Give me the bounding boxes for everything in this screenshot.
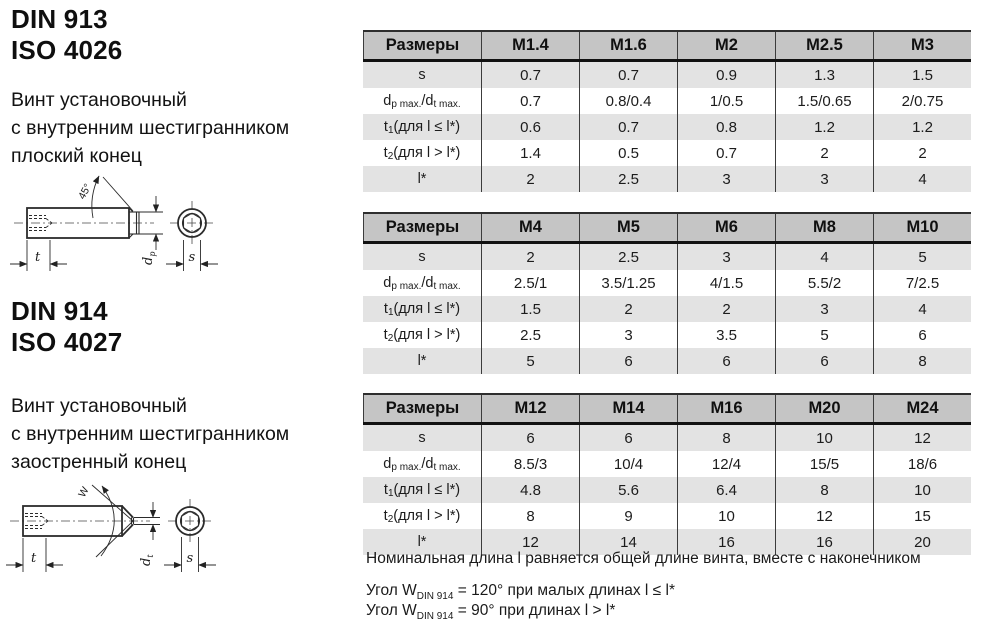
length-note: Номинальная длина l равняется общей длине винта, вместе с наконечником bbox=[366, 550, 921, 567]
column-header: M8 bbox=[775, 214, 873, 241]
value-cell: 15/5 bbox=[775, 451, 873, 477]
value-cell: 10 bbox=[677, 503, 775, 529]
value-cell: 5 bbox=[775, 322, 873, 348]
value-cell: 8 bbox=[775, 477, 873, 503]
value-cell: 1.4 bbox=[481, 140, 579, 166]
dimension-dt bbox=[134, 502, 160, 566]
value-cell: 16 bbox=[775, 529, 873, 555]
table-row bbox=[363, 166, 971, 192]
dp-dimension-label: $d_p$ bbox=[141, 251, 157, 265]
t-dimension-label: t bbox=[31, 551, 37, 566]
value-cell: 0.7 bbox=[677, 140, 775, 166]
column-header: M3 bbox=[873, 32, 971, 59]
value-cell: 1/0.5 bbox=[677, 88, 775, 114]
screw-end-view bbox=[164, 499, 216, 572]
value-cell: 2 bbox=[481, 166, 579, 192]
table-row bbox=[363, 503, 971, 529]
row-label: t 2 (для l > l*) bbox=[383, 327, 461, 344]
table-row bbox=[363, 88, 971, 114]
value-cell: 0.9 bbox=[677, 62, 775, 88]
table-row bbox=[363, 322, 971, 348]
dimension-t bbox=[10, 240, 67, 271]
value-cell: 8.5/3 bbox=[481, 451, 579, 477]
description-line: Винт установочный bbox=[11, 395, 187, 417]
column-header: M4 bbox=[481, 214, 579, 241]
value-cell: 0.7 bbox=[481, 62, 579, 88]
table-row bbox=[363, 296, 971, 322]
column-header: M20 bbox=[775, 395, 873, 422]
value-cell: 3 bbox=[775, 296, 873, 322]
value-cell: 5.6 bbox=[579, 477, 677, 503]
value-cell: 3.5/1.25 bbox=[579, 270, 677, 296]
dimensions-table-m1.4-m3 bbox=[363, 30, 971, 192]
standard-line: DIN 913 bbox=[11, 4, 108, 34]
column-header: M10 bbox=[873, 214, 971, 241]
value-cell: 6 bbox=[579, 348, 677, 374]
corner-header: Размеры bbox=[363, 32, 481, 59]
value-cell: 6 bbox=[481, 425, 579, 451]
table-header-row bbox=[363, 395, 971, 425]
description-line: Винт установочный bbox=[11, 89, 187, 111]
value-cell: 1.5 bbox=[873, 62, 971, 88]
value-cell: 9 bbox=[579, 503, 677, 529]
value-cell: 0.6 bbox=[481, 114, 579, 140]
table-row bbox=[363, 114, 971, 140]
description-din914 bbox=[11, 392, 289, 476]
angle-note-90: Угол $W_{DIN 914} = 90^\circ$ при длинах l > l* bbox=[366, 602, 616, 622]
dimensions-table-m4-m10 bbox=[363, 212, 971, 374]
value-cell: 4 bbox=[873, 296, 971, 322]
dimension-s bbox=[166, 240, 218, 271]
value-cell: 0.7 bbox=[481, 88, 579, 114]
value-cell: 10 bbox=[873, 477, 971, 503]
description-line: плоский конец bbox=[11, 145, 142, 167]
row-label: l* bbox=[417, 353, 427, 369]
chamfer-angle-annotation bbox=[76, 176, 133, 218]
value-cell: 2 bbox=[481, 244, 579, 270]
table-row bbox=[363, 425, 971, 451]
t-dimension-label: t bbox=[35, 250, 41, 265]
table-header-row bbox=[363, 32, 971, 62]
value-cell: 8 bbox=[677, 425, 775, 451]
table-row bbox=[363, 62, 971, 88]
dimensions-table-m12-m24 bbox=[363, 393, 971, 555]
corner-header: Размеры bbox=[363, 395, 481, 422]
description-line: заостренный конец bbox=[11, 451, 187, 473]
value-cell: 5.5/2 bbox=[775, 270, 873, 296]
row-label: t 2 (для l > l*) bbox=[383, 508, 461, 525]
s-dimension-label: s bbox=[186, 551, 194, 566]
value-cell: 2.5 bbox=[579, 166, 677, 192]
value-cell: 16 bbox=[677, 529, 775, 555]
value-cell: 4/1.5 bbox=[677, 270, 775, 296]
standard-line: ISO 4027 bbox=[11, 327, 123, 357]
angle-note-120: Угол $W_{DIN 914} = 120^\circ$ при малых длинах l ≤ l* bbox=[366, 582, 675, 602]
value-cell: 0.7 bbox=[579, 114, 677, 140]
chamfer-angle-label: 45° bbox=[76, 181, 95, 202]
value-cell: 12/4 bbox=[677, 451, 775, 477]
value-cell: 8 bbox=[481, 503, 579, 529]
value-cell: 3 bbox=[677, 244, 775, 270]
screw-side-view bbox=[10, 176, 163, 271]
din914-drawing bbox=[0, 476, 240, 581]
table-row bbox=[363, 140, 971, 166]
column-header: M14 bbox=[579, 395, 677, 422]
dimension-s bbox=[164, 537, 216, 572]
value-cell: 4.8 bbox=[481, 477, 579, 503]
value-cell: 6 bbox=[677, 348, 775, 374]
column-header: M2 bbox=[677, 32, 775, 59]
corner-header: Размеры bbox=[363, 214, 481, 241]
value-cell: 2 bbox=[677, 296, 775, 322]
value-cell: 20 bbox=[873, 529, 971, 555]
cone-angle-label: W bbox=[76, 484, 92, 500]
table-row bbox=[363, 451, 971, 477]
value-cell: 10/4 bbox=[579, 451, 677, 477]
column-header: M1.4 bbox=[481, 32, 579, 59]
value-cell: 3.5 bbox=[677, 322, 775, 348]
value-cell: 3 bbox=[677, 166, 775, 192]
value-cell: 5 bbox=[873, 244, 971, 270]
value-cell: 2.5/1 bbox=[481, 270, 579, 296]
value-cell: 2.5 bbox=[579, 244, 677, 270]
value-cell: 0.8/0.4 bbox=[579, 88, 677, 114]
column-header: M6 bbox=[677, 214, 775, 241]
table-row bbox=[363, 348, 971, 374]
table-header-row bbox=[363, 214, 971, 244]
row-label: t 1 (для l ≤ l*) bbox=[383, 301, 461, 318]
standard-heading-din913 bbox=[11, 4, 122, 66]
value-cell: 2 bbox=[775, 140, 873, 166]
dt-dimension-label: $d_t$ bbox=[139, 554, 155, 566]
value-cell: 0.8 bbox=[677, 114, 775, 140]
value-cell: 6 bbox=[873, 322, 971, 348]
value-cell: 0.7 bbox=[579, 62, 677, 88]
screw-side-view bbox=[6, 485, 160, 572]
dimension-t bbox=[6, 538, 63, 572]
column-header: M2.5 bbox=[775, 32, 873, 59]
s-dimension-label: s bbox=[188, 250, 196, 265]
row-label: t 1 (для l ≤ l*) bbox=[383, 482, 461, 499]
value-cell: 6 bbox=[579, 425, 677, 451]
value-cell: 3 bbox=[579, 322, 677, 348]
value-cell: 12 bbox=[873, 425, 971, 451]
value-cell: 1.5 bbox=[481, 296, 579, 322]
row-label: t 1 (для l ≤ l*) bbox=[383, 119, 461, 136]
standard-line: DIN 914 bbox=[11, 296, 108, 326]
value-cell: 1.3 bbox=[775, 62, 873, 88]
row-label: l* bbox=[417, 171, 427, 187]
value-cell: 2 bbox=[873, 140, 971, 166]
value-cell: 4 bbox=[873, 166, 971, 192]
table-row bbox=[363, 270, 971, 296]
value-cell: 10 bbox=[775, 425, 873, 451]
value-cell: 2/0.75 bbox=[873, 88, 971, 114]
row-label: s bbox=[418, 67, 426, 83]
description-line: с внутренним шестигранником bbox=[11, 423, 290, 445]
value-cell: 5 bbox=[481, 348, 579, 374]
row-label: s bbox=[418, 430, 426, 446]
standard-heading-din914 bbox=[11, 296, 122, 358]
standard-line: ISO 4026 bbox=[11, 35, 123, 65]
value-cell: 1.5/0.65 bbox=[775, 88, 873, 114]
column-header: M12 bbox=[481, 395, 579, 422]
dimension-dp bbox=[139, 196, 163, 265]
value-cell: 6.4 bbox=[677, 477, 775, 503]
value-cell: 1.2 bbox=[775, 114, 873, 140]
value-cell: 18/6 bbox=[873, 451, 971, 477]
value-cell: 12 bbox=[481, 529, 579, 555]
value-cell: 4 bbox=[775, 244, 873, 270]
value-cell: 14 bbox=[579, 529, 677, 555]
value-cell: 2.5 bbox=[481, 322, 579, 348]
value-cell: 8 bbox=[873, 348, 971, 374]
row-label: l* bbox=[417, 534, 427, 550]
column-header: M5 bbox=[579, 214, 677, 241]
value-cell: 15 bbox=[873, 503, 971, 529]
screw-end-view bbox=[166, 201, 218, 271]
column-header: M16 bbox=[677, 395, 775, 422]
value-cell: 2 bbox=[579, 296, 677, 322]
value-cell: 6 bbox=[775, 348, 873, 374]
value-cell: 12 bbox=[775, 503, 873, 529]
description-line: с внутренним шестигранником bbox=[11, 117, 290, 139]
row-label: d p max. /d t max. bbox=[383, 456, 461, 473]
table-row bbox=[363, 244, 971, 270]
row-label: t 2 (для l > l*) bbox=[383, 145, 461, 162]
row-label: d p max. /d t max. bbox=[383, 93, 461, 110]
value-cell: 3 bbox=[775, 166, 873, 192]
row-label: d p max. /d t max. bbox=[383, 275, 461, 292]
column-header: M1.6 bbox=[579, 32, 677, 59]
column-header: M24 bbox=[873, 395, 971, 422]
value-cell: 7/2.5 bbox=[873, 270, 971, 296]
value-cell: 0.5 bbox=[579, 140, 677, 166]
description-din913 bbox=[11, 86, 289, 170]
value-cell: 1.2 bbox=[873, 114, 971, 140]
din913-drawing bbox=[2, 168, 242, 280]
row-label: s bbox=[418, 249, 426, 265]
table-row bbox=[363, 477, 971, 503]
